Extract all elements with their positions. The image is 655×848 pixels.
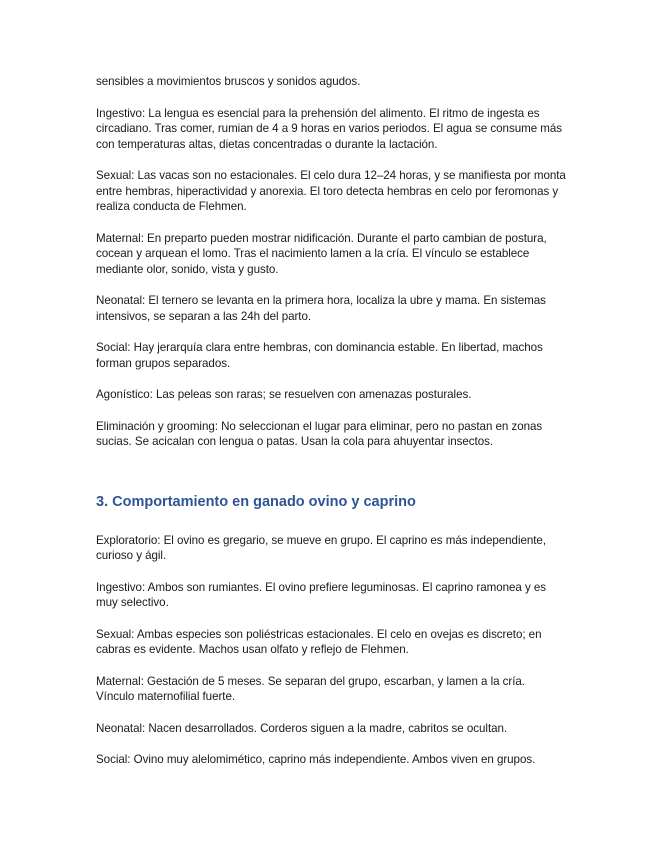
paragraph-ingestivo-bovino: Ingestivo: La lengua es esencial para la prehensión del alimento. El ritmo de ingesta es circadiano. Tras comer, rumian de 4 a 9 horas en varios periodos. El agua se consume más con temperaturas altas, dietas concentradas o durante la lactación.: [96, 106, 563, 151]
section-heading: 3. Comportamiento en ganado ovino y caprino: [96, 493, 416, 510]
paragraph-eliminacion-bovino: Eliminación y grooming: No seleccionan el lugar para eliminar, pero no pastan en zonas sucias. Se acicalan con lengua o patas. Usan la cola para ahuyentar insectos.: [96, 419, 543, 448]
paragraph-sexual-bovino: Sexual: Las vacas son no estacionales. El celo dura 12–24 horas, y se manifiesta por monta entre hembras, hiperactividad y anorexia. El toro detecta hembras en celo por feromonas y realiza conducta de Flehmen.: [96, 169, 566, 213]
paragraph-sexual-ovino: Sexual: Ambas especies son poliéstricas estacionales. El celo en ovejas es discreto; en cabras es evidente. Machos usan olfato y reflejo de Flehmen.: [96, 627, 542, 656]
document-page: [96, 74, 566, 768]
paragraph-neonatal-ovino: Neonatal: Nacen desarrollados. Corderos siguen a la madre, cabritos se ocultan.: [96, 721, 508, 735]
paragraph-social-bovino: Social: Hay jerarquía clara entre hembras, con dominancia estable. En libertad, machos forman grupos separados.: [96, 341, 543, 370]
paragraph-continuation: sensibles a movimientos bruscos y sonidos agudos.: [96, 75, 361, 88]
paragraph-social-ovino: Social: Ovino muy alelomimético, caprino más independiente. Ambos viven en grupos.: [96, 753, 536, 766]
paragraph-neonatal-bovino: Neonatal: El ternero se levanta en la primera hora, localiza la ubre y mama. En sistemas intensivos, se separan a las 24h del parto.: [96, 294, 546, 323]
paragraph-agonistico-bovino: Agonístico: Las peleas son raras; se resuelven con amenazas posturales.: [96, 388, 472, 401]
paragraph-maternal-bovino: Maternal: En preparto pueden mostrar nidificación. Durante el parto cambian de postura, cocean y arquean el lomo. Tras el nacimiento lamen a la cría. El vínculo se establece mediante olor, sonido, vista y gusto.: [96, 231, 547, 276]
paragraph-ingestivo-ovino: Ingestivo: Ambos son rumiantes. El ovino prefiere leguminosas. El caprino ramonea y es muy selectivo.: [96, 580, 547, 609]
paragraph-maternal-ovino: Maternal: Gestación de 5 meses. Se separan del grupo, escarban, y lamen a la cría. Vínculo maternofilial fuerte.: [96, 674, 525, 703]
paragraph-exploratorio-ovino: Exploratorio: El ovino es gregario, se mueve en grupo. El caprino es más independiente, curioso y ágil.: [96, 533, 547, 562]
